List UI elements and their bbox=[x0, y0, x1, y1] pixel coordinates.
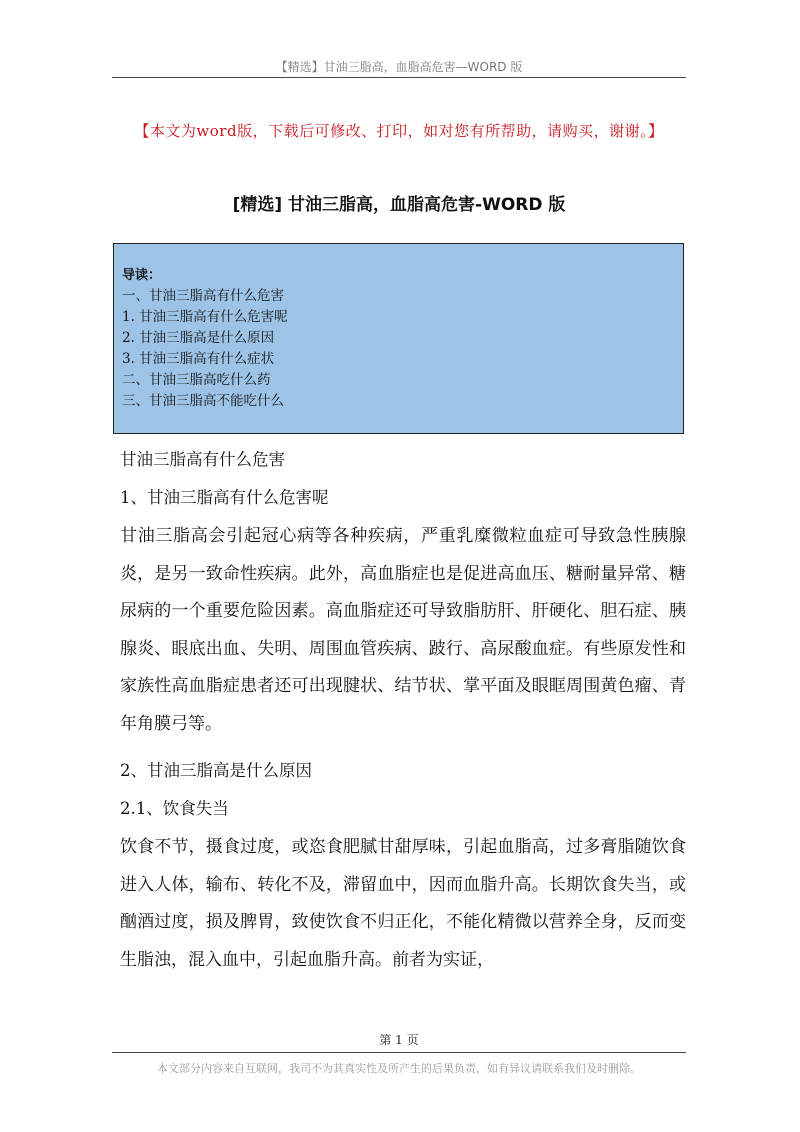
document-body bbox=[120, 440, 686, 979]
header-divider bbox=[112, 77, 686, 78]
body-paragraph: 饮食不节，摄食过度，或恣食肥腻甘甜厚味，引起血脂高，过多膏脂随饮食进入人体，输布、转化不及，滞留血中，因而血脂升高。长期饮食失当，或酗酒过度，损及脾胃，致使饮食不归正化，不能化精微以营养全身，反而变生脂浊，混入血中，引起血脂升高。前者为实证， bbox=[120, 837, 686, 970]
toc-item[interactable]: 3. 甘油三脂高有什么症状 bbox=[122, 351, 275, 367]
subsection-heading: 1、甘油三脂高有什么危害呢 bbox=[120, 488, 329, 507]
page-number: 第 1 页 bbox=[379, 1033, 419, 1047]
toc-item[interactable]: 一、甘油三脂高有什么危害 bbox=[122, 288, 284, 304]
toc-item[interactable]: 二、甘油三脂高吃什么药 bbox=[122, 372, 271, 388]
toc-item[interactable]: 2. 甘油三脂高是什么原因 bbox=[122, 330, 275, 346]
purchase-notice: 【本文为word版，下载后可修改、打印，如对您有所帮助，请购买，谢谢。】 bbox=[134, 122, 664, 140]
body-paragraph: 甘油三脂高会引起冠心病等各种疾病，严重乳糜微粒血症可导致急性胰腺炎，是另一致命性疾病。此外，高血脂症也是促进高血压、糖耐量异常、糖尿病的一个重要危险因素。高血脂症还可导致脂肪肝、肝硬化、胆石症、胰腺炎、眼底出血、失明、周围血管疾病、跛行、高尿酸血症。有些原发性和家族性高血脂症患者还可出现腱状、结节状、掌平面及眼眶周围黄色瘤、青年角膜弓等。 bbox=[120, 526, 686, 734]
toc-label: 导读： bbox=[122, 268, 162, 283]
toc-item[interactable]: 1. 甘油三脂高有什么危害呢 bbox=[122, 309, 288, 325]
subsection-heading: 2.1、饮食失当 bbox=[120, 799, 229, 818]
footer-disclaimer: 本文部分内容来自互联网，我司不为其真实性及所产生的后果负责，如有异议请联系我们及时删除。 bbox=[157, 1062, 641, 1075]
footer-divider bbox=[112, 1052, 686, 1053]
document-title: [精选] 甘油三脂高，血脂高危害-WORD 版 bbox=[232, 195, 566, 215]
section-heading: 甘油三脂高有什么危害 bbox=[120, 450, 285, 469]
subsection-heading: 2、甘油三脂高是什么原因 bbox=[120, 761, 312, 780]
toc-box bbox=[113, 243, 684, 434]
toc-list bbox=[122, 286, 675, 412]
toc-item[interactable]: 三、甘油三脂高不能吃什么 bbox=[122, 393, 284, 409]
page-header: 【精选】甘油三脂高，血脂高危害—WORD 版 bbox=[275, 60, 523, 74]
